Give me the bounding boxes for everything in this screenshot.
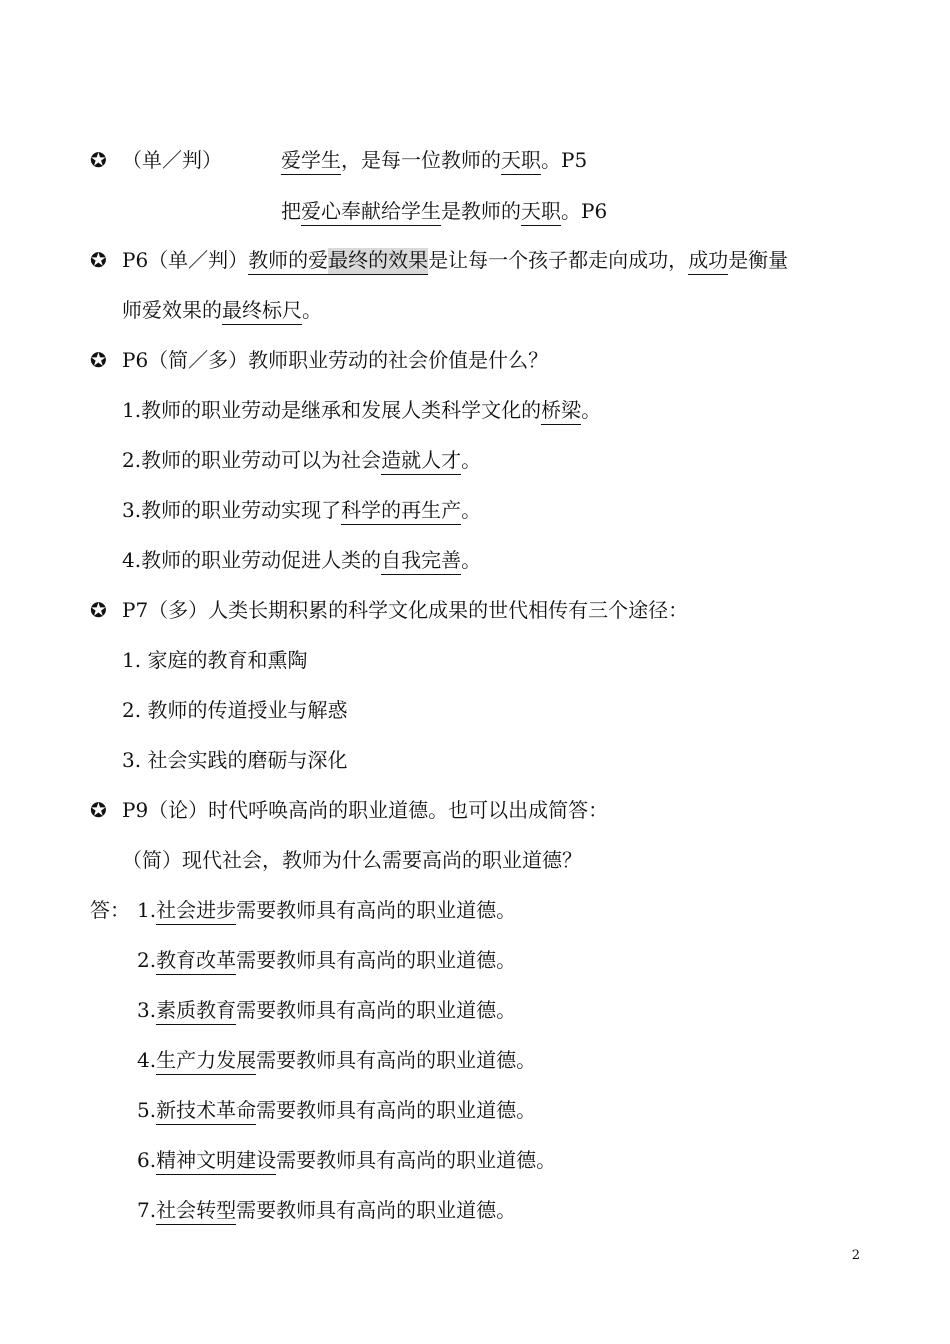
- underlined-term: 造就人才: [381, 448, 461, 475]
- item-number: 5.: [137, 1098, 157, 1122]
- underlined-term: 教师的爱: [248, 248, 328, 275]
- statement-text: 。: [302, 298, 322, 322]
- underlined-term: 新技术革命: [156, 1098, 256, 1125]
- question-heading: P6（简／多）教师职业劳动的社会价值是什么？: [122, 348, 549, 372]
- underlined-term: 教育改革: [156, 948, 236, 975]
- underlined-term: 科学的再生产: [341, 498, 461, 525]
- star-bullet-icon: ✪: [90, 598, 107, 622]
- item-text: 需要教师具有高尚的职业道德。: [276, 1148, 557, 1172]
- underlined-term: 爱学生: [281, 148, 341, 175]
- statement-text: 是教师的: [441, 199, 521, 223]
- answer-item: [137, 1096, 536, 1125]
- underlined-term: 社会转型: [156, 1198, 236, 1225]
- underlined-term: 成功: [688, 248, 728, 275]
- item-text: 。: [581, 398, 602, 422]
- question-tag: （单／判）: [122, 148, 222, 172]
- item-text: 需要教师具有高尚的职业道德。: [236, 948, 517, 972]
- item-text: 需要教师具有高尚的职业道德。: [236, 1198, 517, 1222]
- underlined-term: 桥梁: [541, 398, 581, 425]
- item-number: 7.: [137, 1198, 157, 1222]
- statement-line: [122, 246, 788, 275]
- highlighted-term: 最终的效果: [328, 248, 428, 275]
- item-text: 需要教师具有高尚的职业道德。: [236, 898, 517, 922]
- statement-text: 是让每一个孩子都走向成功，: [428, 248, 689, 272]
- item-text: 1.教师的职业劳动是继承和发展人类科学文化的: [122, 398, 542, 422]
- statement-text: 是衡量: [728, 248, 789, 272]
- statement-text: 把: [281, 199, 301, 223]
- list-item: [122, 496, 481, 525]
- list-item: [122, 446, 481, 475]
- statement-text: 。P5: [541, 148, 588, 172]
- question-heading: P7（多）人类长期积累的科学文化成果的世代相传有三个途径：: [122, 598, 689, 622]
- star-bullet-icon: ✪: [90, 798, 107, 822]
- answer-item: [137, 1196, 516, 1225]
- item-text: 3.教师的职业劳动实现了: [122, 498, 342, 522]
- answer-label: 答：: [90, 898, 130, 922]
- item-text: 4.教师的职业劳动促进人类的: [122, 548, 382, 572]
- item-text: 需要教师具有高尚的职业道德。: [256, 1048, 537, 1072]
- answer-item: [137, 996, 516, 1025]
- underlined-term: 社会进步: [156, 898, 236, 925]
- star-bullet-icon: ✪: [90, 248, 107, 272]
- star-bullet-icon: ✪: [90, 348, 107, 372]
- statement-text: ，是每一位教师的: [341, 148, 501, 172]
- list-item: 2. 教师的传道授业与解惑: [122, 698, 348, 722]
- item-text: 。: [461, 498, 482, 522]
- star-bullet-icon: ✪: [90, 148, 107, 172]
- item-number: 4.: [137, 1048, 157, 1072]
- underlined-term: 天职: [521, 199, 561, 226]
- list-item: [122, 546, 481, 575]
- item-text: 。: [461, 548, 482, 572]
- item-number: 2.: [137, 948, 157, 972]
- statement-text: P6（单／判）: [122, 248, 249, 272]
- answer-item: [137, 1046, 536, 1075]
- item-text: 。: [461, 448, 482, 472]
- underlined-term: 精神文明建设: [156, 1148, 276, 1175]
- question-subheading: （简）现代社会，教师为什么需要高尚的职业道德？: [122, 848, 582, 872]
- list-item: 1. 家庭的教育和熏陶: [122, 648, 308, 672]
- underlined-term: 素质教育: [156, 998, 236, 1025]
- page-number: 2: [851, 1248, 860, 1263]
- underlined-term: 生产力发展: [156, 1048, 256, 1075]
- underlined-term: 自我完善: [381, 548, 461, 575]
- statement-text: 师爱效果的: [122, 298, 222, 322]
- answer-item: [137, 946, 516, 975]
- statement-text: 。P6: [561, 199, 608, 223]
- item-text: 需要教师具有高尚的职业道德。: [236, 998, 517, 1022]
- underlined-term: 最终标尺: [222, 298, 302, 325]
- underlined-term: 爱心奉献给学生: [301, 199, 441, 226]
- item-number: 6.: [137, 1148, 157, 1172]
- underlined-term: 天职: [501, 148, 541, 175]
- statement-line: [281, 146, 587, 175]
- statement-line: [122, 296, 322, 325]
- question-heading: P9（论）时代呼唤高尚的职业道德。也可以出成简答：: [122, 798, 609, 822]
- item-text: 需要教师具有高尚的职业道德。: [256, 1098, 537, 1122]
- statement-line: [281, 197, 607, 226]
- item-text: 2.教师的职业劳动可以为社会: [122, 448, 382, 472]
- item-number: 3.: [137, 998, 157, 1022]
- answer-item: [137, 896, 516, 925]
- list-item: [122, 396, 601, 425]
- list-item: 3. 社会实践的磨砺与深化: [122, 748, 348, 772]
- item-number: 1.: [137, 898, 157, 922]
- answer-item: [137, 1146, 556, 1175]
